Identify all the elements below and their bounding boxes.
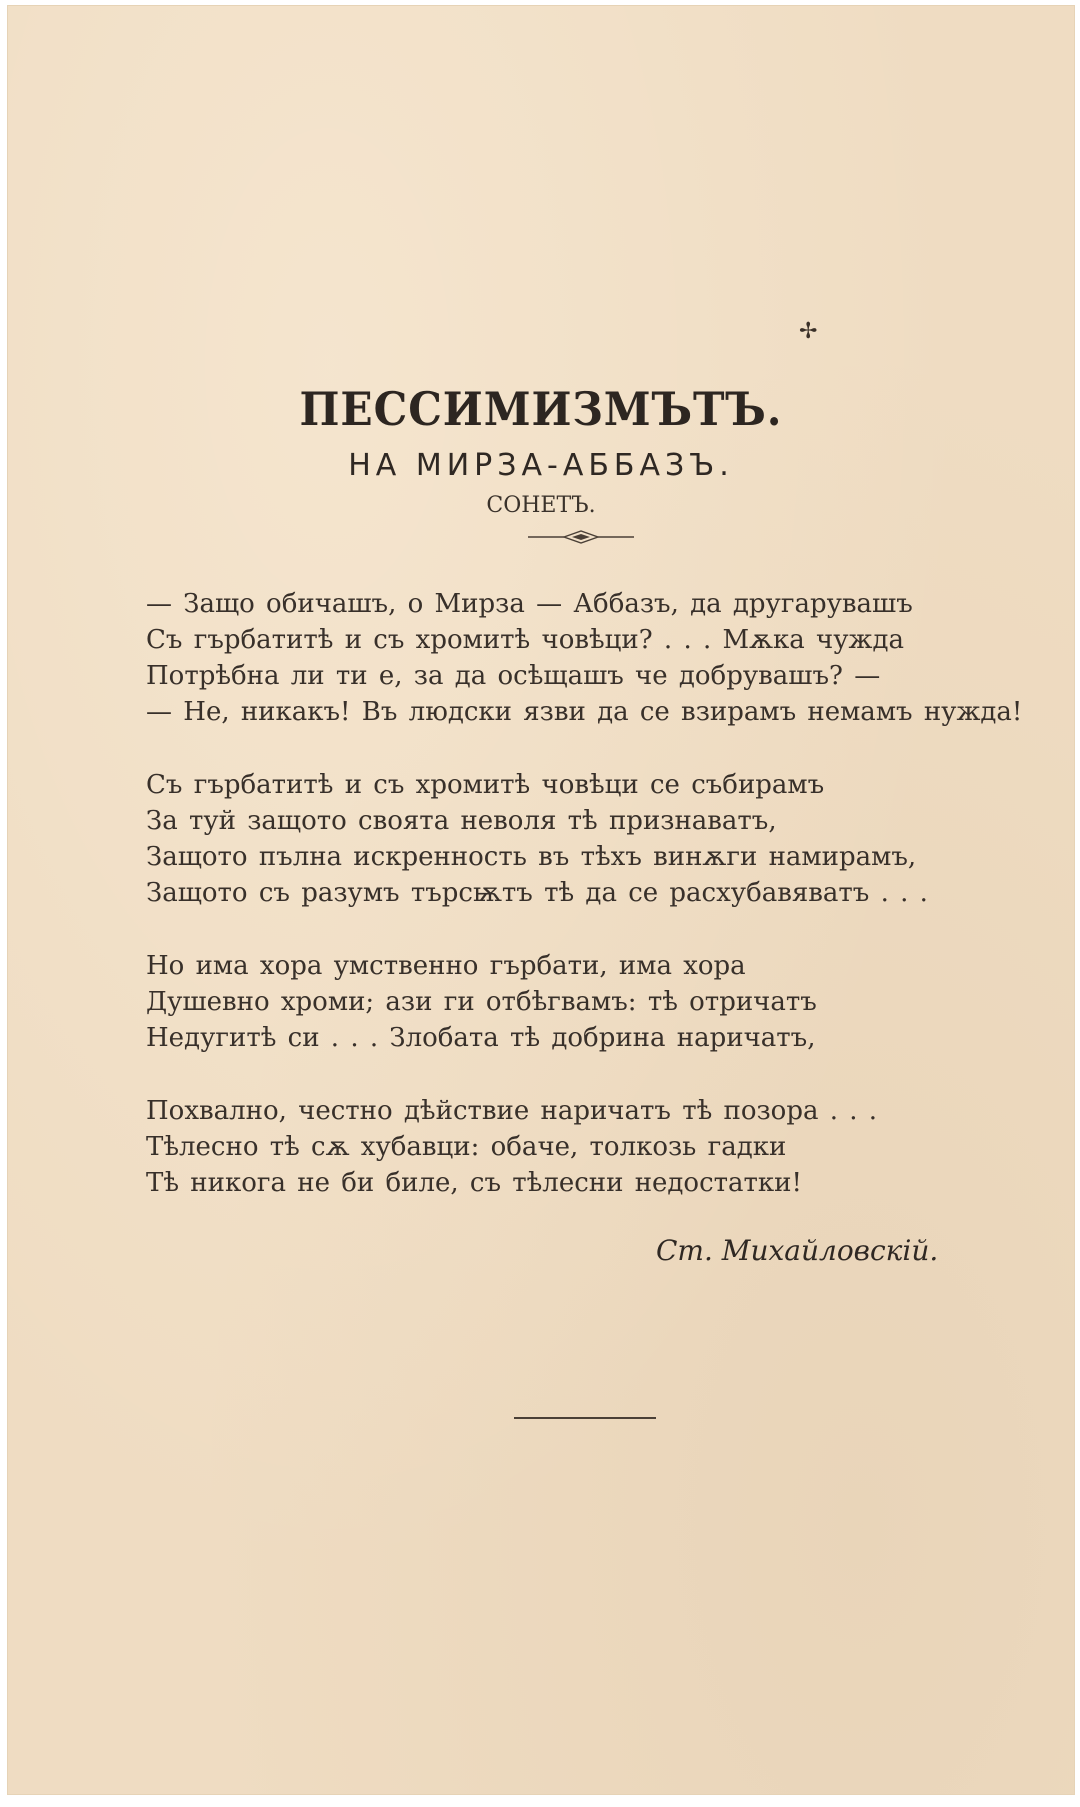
poem-line: Похвално, честно дѣйствие наричатъ тѣ позора . . . — [146, 1096, 878, 1126]
stanza-1 — [146, 586, 1046, 730]
author-signature: Ст. Михайловскій. — [656, 1234, 939, 1267]
poem-line: Тѣлесно тѣ сѫ хубавци: обаче, толкозь гадки — [146, 1132, 787, 1162]
poem-line: Защото пълна искренность въ тѣхъ винѫги намирамъ, — [146, 842, 917, 872]
poem-body — [146, 586, 1046, 1238]
poem-line: Защото съ разумъ търсѭтъ тѣ да се расхубавяватъ . . . — [146, 878, 928, 908]
poem-line: Душевно хроми; ази ги отбѣгвамъ: тѣ отричатъ — [146, 987, 817, 1017]
stanza-3 — [146, 948, 1046, 1056]
divider-ornament-icon — [528, 530, 634, 544]
poem-line: Недугитѣ си . . . Злобата тѣ добрина наричатъ, — [146, 1023, 816, 1053]
poem-line: — Не, никакъ! Въ людски язви да се взирамъ немамъ нужда! — [146, 697, 1023, 727]
stanza-4 — [146, 1093, 1046, 1201]
poem-line: Потрѣбна ли ти е, за да осѣщашъ че добрувашъ? — — [146, 661, 881, 691]
poem-line: Но има хора умственно гърбати, има хора — [146, 951, 746, 981]
poem-line: Тѣ никога не би биле, съ тѣлесни недостатки! — [146, 1168, 802, 1198]
poem-title: ПЕССИМИЗМЪТЪ. — [299, 382, 783, 436]
star-ornament-icon: ✢ — [799, 319, 818, 344]
poem-line: За туй защото своята неволя тѣ признаватъ, — [146, 806, 777, 836]
poem-form-label: СОНЕТЪ. — [486, 493, 596, 518]
stanza-2 — [146, 767, 1046, 911]
poem-subtitle: НА МИРЗА-АББАЗЪ. — [348, 448, 734, 483]
poem-line: — Защо обичашъ, о Мирза — Аббазъ, да другарувашъ — [146, 589, 913, 619]
closing-rule — [514, 1417, 656, 1419]
document-page — [8, 6, 1074, 1794]
poem-line: Съ гърбатитѣ и съ хромитѣ човѣци? . . . Мѫка чужда — [146, 625, 904, 655]
poem-line: Съ гърбатитѣ и съ хромитѣ човѣци се събирамъ — [146, 770, 825, 800]
